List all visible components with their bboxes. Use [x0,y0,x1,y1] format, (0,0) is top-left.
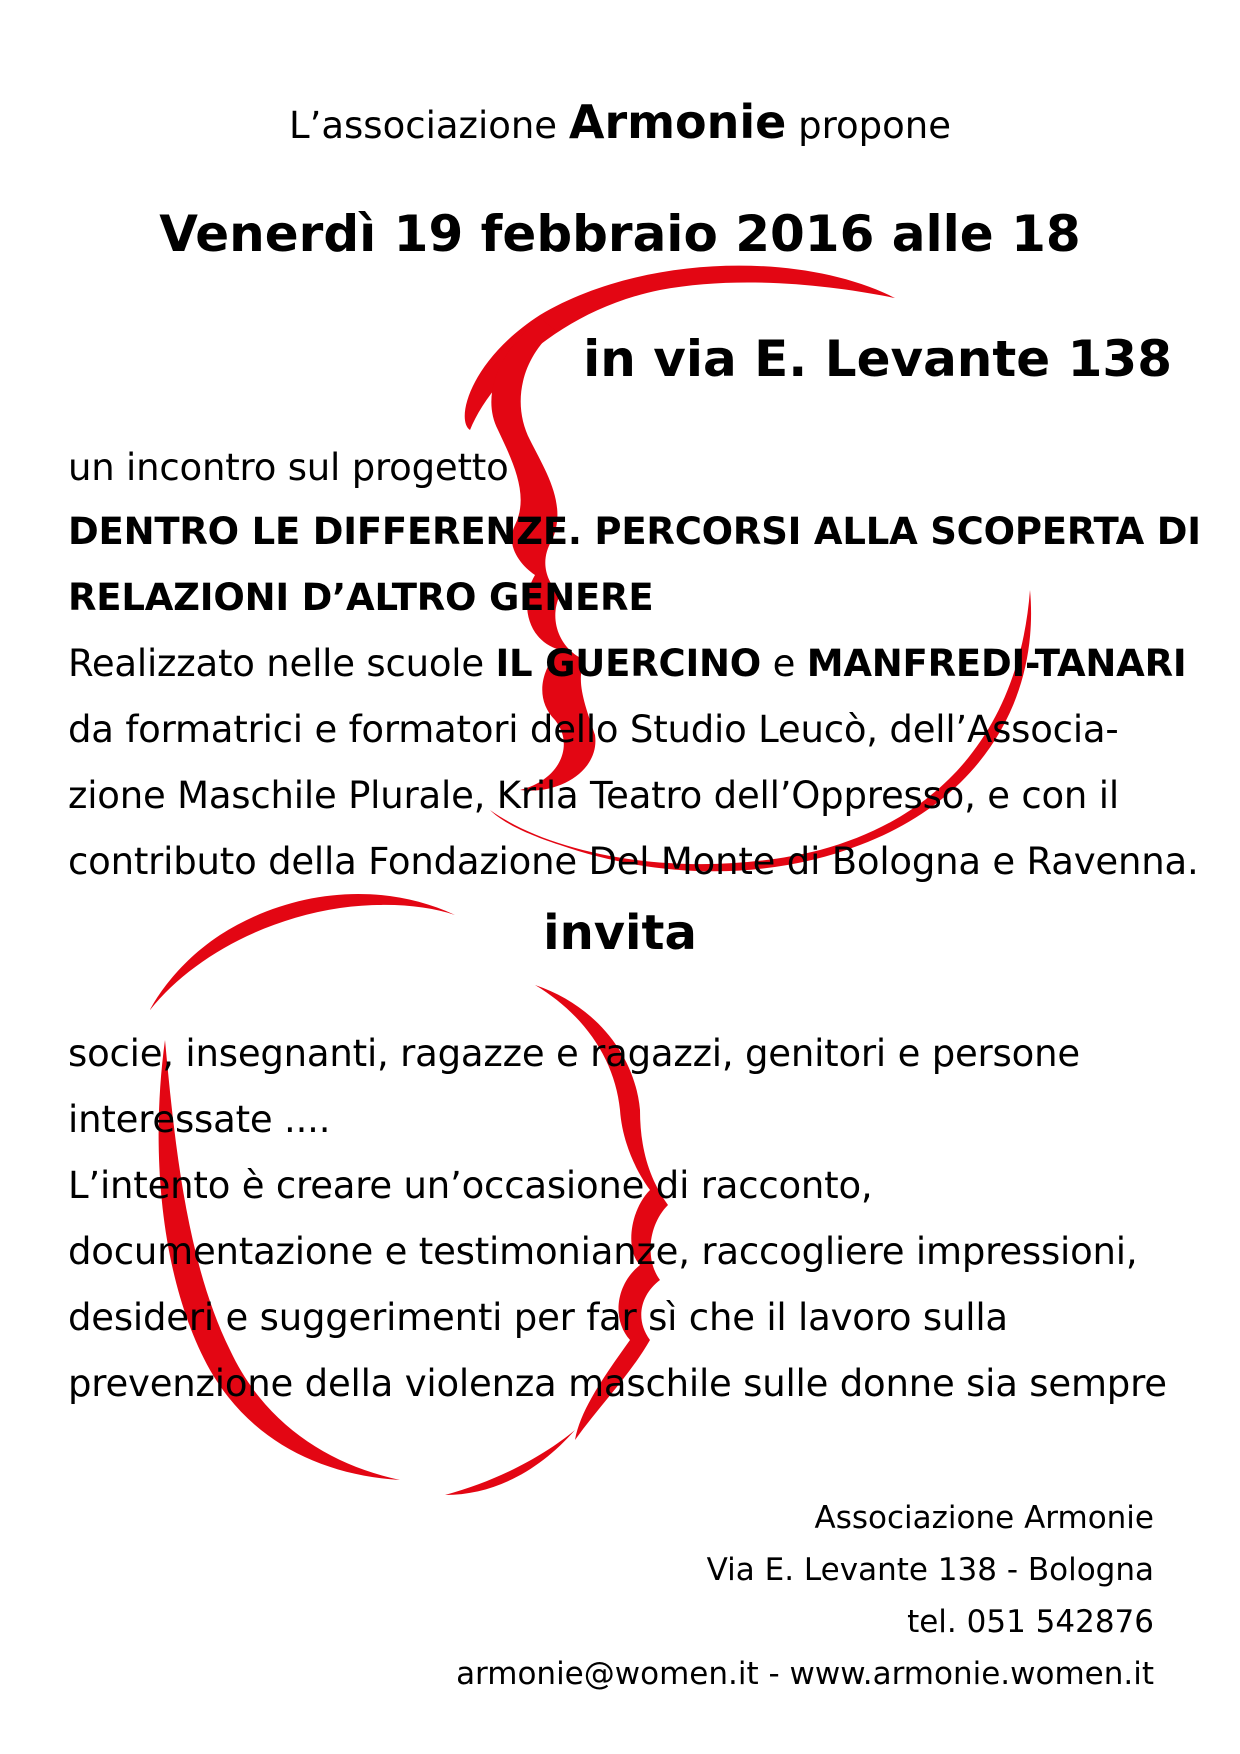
realized-and: e [761,642,807,685]
guests-line-1: socie, insegnanti, ragazze e ragazzi, genitori e persone [68,1032,1080,1075]
association-name: Armonie [568,95,787,149]
project-title-line-1: DENTRO LE DIFFERENZE. PERCORSI ALLA SCOPERTA DI [68,510,1201,553]
intro-heading-prefix: L’associazione [288,104,569,147]
realized-prefix: Realizzato nelle scuole [68,642,496,685]
lower-chin-stroke [445,1430,575,1495]
event-address: in via E. Levante 138 [583,330,1172,388]
realized-line [68,642,1186,685]
intro-heading-suffix: propone [786,104,952,147]
school-name-1: IL GUERCINO [495,642,762,685]
credits-line-2: zione Maschile Plurale, Krila Teatro dell’Oppresso, e con il [68,774,1119,817]
intent-line-3: desideri e suggerimenti per far sì che il lavoro sulla [68,1296,1008,1339]
footer-contacts[interactable]: armonie@women.it - www.armonie.women.it [456,1656,1154,1692]
event-date: Venerdì 19 febbraio 2016 alle 18 [159,205,1081,263]
footer-address: Via E. Levante 138 - Bologna [706,1552,1154,1588]
credits-line-3: contributo della Fondazione Del Monte di Bologna e Ravenna. [68,840,1199,883]
intent-line-2: documentazione e testimonianze, raccogliere impressioni, [68,1230,1138,1273]
footer-phone: tel. 051 542876 [907,1604,1154,1640]
intro-heading [0,95,1240,149]
project-title-line-2: RELAZIONI D’ALTRO GENERE [68,576,654,619]
intent-line-1: L’intento è creare un’occasione di racconto, [68,1164,873,1207]
footer-org: Associazione Armonie [814,1500,1154,1536]
invita-heading: invita [543,905,697,961]
school-name-2: MANFREDI-TANARI [806,642,1187,685]
guests-line-2: interessate .... [68,1098,331,1141]
credits-line-1: da formatrici e formatori dello Studio Leucò, dell’Associa- [68,708,1119,751]
intent-line-4: prevenzione della violenza maschile sulle donne sia sempre [68,1362,1167,1405]
intro-text: un incontro sul progetto [68,446,509,489]
